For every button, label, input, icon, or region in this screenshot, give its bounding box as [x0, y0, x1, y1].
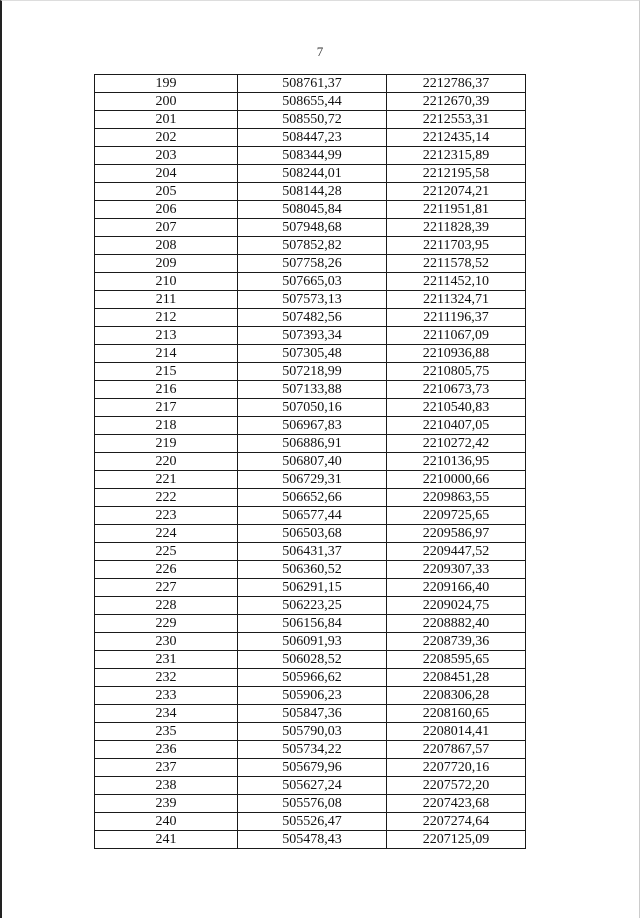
x-coordinate-cell: 508045,84 [238, 201, 387, 219]
point-number-cell: 208 [95, 237, 238, 255]
table-row [95, 777, 526, 795]
y-coordinate-cell: 2211196,37 [387, 309, 526, 327]
x-coordinate-cell: 505790,03 [238, 723, 387, 741]
point-number-cell: 211 [95, 291, 238, 309]
y-coordinate-cell: 2211578,52 [387, 255, 526, 273]
table-row [95, 75, 526, 93]
x-coordinate-cell: 507050,16 [238, 399, 387, 417]
point-number-cell: 239 [95, 795, 238, 813]
x-coordinate-cell: 506577,44 [238, 507, 387, 525]
table-row [95, 165, 526, 183]
x-coordinate-cell: 505847,36 [238, 705, 387, 723]
table-row [95, 111, 526, 129]
point-number-cell: 230 [95, 633, 238, 651]
table-row [95, 417, 526, 435]
point-number-cell: 233 [95, 687, 238, 705]
x-coordinate-cell: 507573,13 [238, 291, 387, 309]
y-coordinate-cell: 2212553,31 [387, 111, 526, 129]
y-coordinate-cell: 2208451,28 [387, 669, 526, 687]
point-number-cell: 223 [95, 507, 238, 525]
y-coordinate-cell: 2210805,75 [387, 363, 526, 381]
point-number-cell: 241 [95, 831, 238, 849]
x-coordinate-cell: 507218,99 [238, 363, 387, 381]
point-number-cell: 210 [95, 273, 238, 291]
x-coordinate-cell: 508344,99 [238, 147, 387, 165]
y-coordinate-cell: 2212195,58 [387, 165, 526, 183]
x-coordinate-cell: 505966,62 [238, 669, 387, 687]
table-row [95, 345, 526, 363]
y-coordinate-cell: 2209024,75 [387, 597, 526, 615]
x-coordinate-cell: 506156,84 [238, 615, 387, 633]
table-row [95, 705, 526, 723]
table-row [95, 633, 526, 651]
x-coordinate-cell: 506729,31 [238, 471, 387, 489]
y-coordinate-cell: 2210936,88 [387, 345, 526, 363]
point-number-cell: 225 [95, 543, 238, 561]
point-number-cell: 232 [95, 669, 238, 687]
x-coordinate-cell: 506091,93 [238, 633, 387, 651]
point-number-cell: 234 [95, 705, 238, 723]
x-coordinate-cell: 507758,26 [238, 255, 387, 273]
table-row [95, 201, 526, 219]
x-coordinate-cell: 505906,23 [238, 687, 387, 705]
y-coordinate-cell: 2211067,09 [387, 327, 526, 345]
x-coordinate-cell: 505576,08 [238, 795, 387, 813]
point-number-cell: 237 [95, 759, 238, 777]
point-number-cell: 204 [95, 165, 238, 183]
point-number-cell: 220 [95, 453, 238, 471]
x-coordinate-cell: 508244,01 [238, 165, 387, 183]
point-number-cell: 201 [95, 111, 238, 129]
y-coordinate-cell: 2212670,39 [387, 93, 526, 111]
y-coordinate-cell: 2209447,52 [387, 543, 526, 561]
point-number-cell: 213 [95, 327, 238, 345]
point-number-cell: 228 [95, 597, 238, 615]
point-number-cell: 219 [95, 435, 238, 453]
point-number-cell: 235 [95, 723, 238, 741]
y-coordinate-cell: 2209725,65 [387, 507, 526, 525]
y-coordinate-cell: 2212315,89 [387, 147, 526, 165]
table-row [95, 309, 526, 327]
y-coordinate-cell: 2211324,71 [387, 291, 526, 309]
table-row [95, 471, 526, 489]
table-row [95, 129, 526, 147]
table-row [95, 489, 526, 507]
y-coordinate-cell: 2207867,57 [387, 741, 526, 759]
table-row [95, 255, 526, 273]
y-coordinate-cell: 2207720,16 [387, 759, 526, 777]
page-number: 7 [316, 44, 324, 59]
point-number-cell: 212 [95, 309, 238, 327]
table-row [95, 183, 526, 201]
x-coordinate-cell: 505734,22 [238, 741, 387, 759]
table-row [95, 525, 526, 543]
coordinates-table-body [95, 75, 526, 849]
point-number-cell: 222 [95, 489, 238, 507]
table-row [95, 759, 526, 777]
x-coordinate-cell: 508655,44 [238, 93, 387, 111]
table-row [95, 381, 526, 399]
table-row [95, 651, 526, 669]
point-number-cell: 217 [95, 399, 238, 417]
y-coordinate-cell: 2207423,68 [387, 795, 526, 813]
x-coordinate-cell: 505679,96 [238, 759, 387, 777]
table-row [95, 795, 526, 813]
point-number-cell: 215 [95, 363, 238, 381]
y-coordinate-cell: 2212074,21 [387, 183, 526, 201]
x-coordinate-cell: 505627,24 [238, 777, 387, 795]
point-number-cell: 229 [95, 615, 238, 633]
point-number-cell: 238 [95, 777, 238, 795]
table-row [95, 219, 526, 237]
x-coordinate-cell: 506431,37 [238, 543, 387, 561]
point-number-cell: 214 [95, 345, 238, 363]
table-row [95, 435, 526, 453]
y-coordinate-cell: 2209863,55 [387, 489, 526, 507]
y-coordinate-cell: 2207274,64 [387, 813, 526, 831]
y-coordinate-cell: 2210000,66 [387, 471, 526, 489]
table-row [95, 687, 526, 705]
x-coordinate-cell: 506223,25 [238, 597, 387, 615]
table-row [95, 507, 526, 525]
x-coordinate-cell: 507482,56 [238, 309, 387, 327]
table-row [95, 813, 526, 831]
y-coordinate-cell: 2208306,28 [387, 687, 526, 705]
x-coordinate-cell: 508550,72 [238, 111, 387, 129]
table-row [95, 831, 526, 849]
table-row [95, 561, 526, 579]
y-coordinate-cell: 2209307,33 [387, 561, 526, 579]
point-number-cell: 224 [95, 525, 238, 543]
y-coordinate-cell: 2208739,36 [387, 633, 526, 651]
table-row [95, 273, 526, 291]
y-coordinate-cell: 2209166,40 [387, 579, 526, 597]
x-coordinate-cell: 507305,48 [238, 345, 387, 363]
table-row [95, 291, 526, 309]
x-coordinate-cell: 507852,82 [238, 237, 387, 255]
y-coordinate-cell: 2211452,10 [387, 273, 526, 291]
x-coordinate-cell: 506360,52 [238, 561, 387, 579]
x-coordinate-cell: 507393,34 [238, 327, 387, 345]
x-coordinate-cell: 508447,23 [238, 129, 387, 147]
table-row [95, 399, 526, 417]
y-coordinate-cell: 2207125,09 [387, 831, 526, 849]
y-coordinate-cell: 2210136,95 [387, 453, 526, 471]
x-coordinate-cell: 507133,88 [238, 381, 387, 399]
y-coordinate-cell: 2212435,14 [387, 129, 526, 147]
x-coordinate-cell: 507948,68 [238, 219, 387, 237]
point-number-cell: 236 [95, 741, 238, 759]
y-coordinate-cell: 2210272,42 [387, 435, 526, 453]
y-coordinate-cell: 2208014,41 [387, 723, 526, 741]
x-coordinate-cell: 506652,66 [238, 489, 387, 507]
y-coordinate-cell: 2211828,39 [387, 219, 526, 237]
x-coordinate-cell: 506886,91 [238, 435, 387, 453]
x-coordinate-cell: 505478,43 [238, 831, 387, 849]
y-coordinate-cell: 2207572,20 [387, 777, 526, 795]
y-coordinate-cell: 2211951,81 [387, 201, 526, 219]
table-row [95, 615, 526, 633]
point-number-cell: 205 [95, 183, 238, 201]
x-coordinate-cell: 507665,03 [238, 273, 387, 291]
y-coordinate-cell: 2210540,83 [387, 399, 526, 417]
point-number-cell: 209 [95, 255, 238, 273]
point-number-cell: 231 [95, 651, 238, 669]
y-coordinate-cell: 2210407,05 [387, 417, 526, 435]
x-coordinate-cell: 506028,52 [238, 651, 387, 669]
x-coordinate-cell: 508761,37 [238, 75, 387, 93]
point-number-cell: 206 [95, 201, 238, 219]
point-number-cell: 202 [95, 129, 238, 147]
y-coordinate-cell: 2211703,95 [387, 237, 526, 255]
x-coordinate-cell: 506967,83 [238, 417, 387, 435]
y-coordinate-cell: 2208595,65 [387, 651, 526, 669]
table-row [95, 669, 526, 687]
table-row [95, 93, 526, 111]
point-number-cell: 227 [95, 579, 238, 597]
table-row [95, 147, 526, 165]
point-number-cell: 221 [95, 471, 238, 489]
point-number-cell: 199 [95, 75, 238, 93]
point-number-cell: 200 [95, 93, 238, 111]
table-row [95, 453, 526, 471]
x-coordinate-cell: 506807,40 [238, 453, 387, 471]
coordinates-table [94, 74, 526, 849]
y-coordinate-cell: 2210673,73 [387, 381, 526, 399]
point-number-cell: 218 [95, 417, 238, 435]
y-coordinate-cell: 2208160,65 [387, 705, 526, 723]
table-row [95, 543, 526, 561]
table-row [95, 237, 526, 255]
point-number-cell: 203 [95, 147, 238, 165]
table-row [95, 723, 526, 741]
point-number-cell: 216 [95, 381, 238, 399]
x-coordinate-cell: 506291,15 [238, 579, 387, 597]
table-row [95, 741, 526, 759]
point-number-cell: 226 [95, 561, 238, 579]
x-coordinate-cell: 508144,28 [238, 183, 387, 201]
table-row [95, 363, 526, 381]
table-row [95, 327, 526, 345]
y-coordinate-cell: 2209586,97 [387, 525, 526, 543]
x-coordinate-cell: 506503,68 [238, 525, 387, 543]
y-coordinate-cell: 2212786,37 [387, 75, 526, 93]
point-number-cell: 207 [95, 219, 238, 237]
table-row [95, 579, 526, 597]
y-coordinate-cell: 2208882,40 [387, 615, 526, 633]
point-number-cell: 240 [95, 813, 238, 831]
x-coordinate-cell: 505526,47 [238, 813, 387, 831]
table-row [95, 597, 526, 615]
